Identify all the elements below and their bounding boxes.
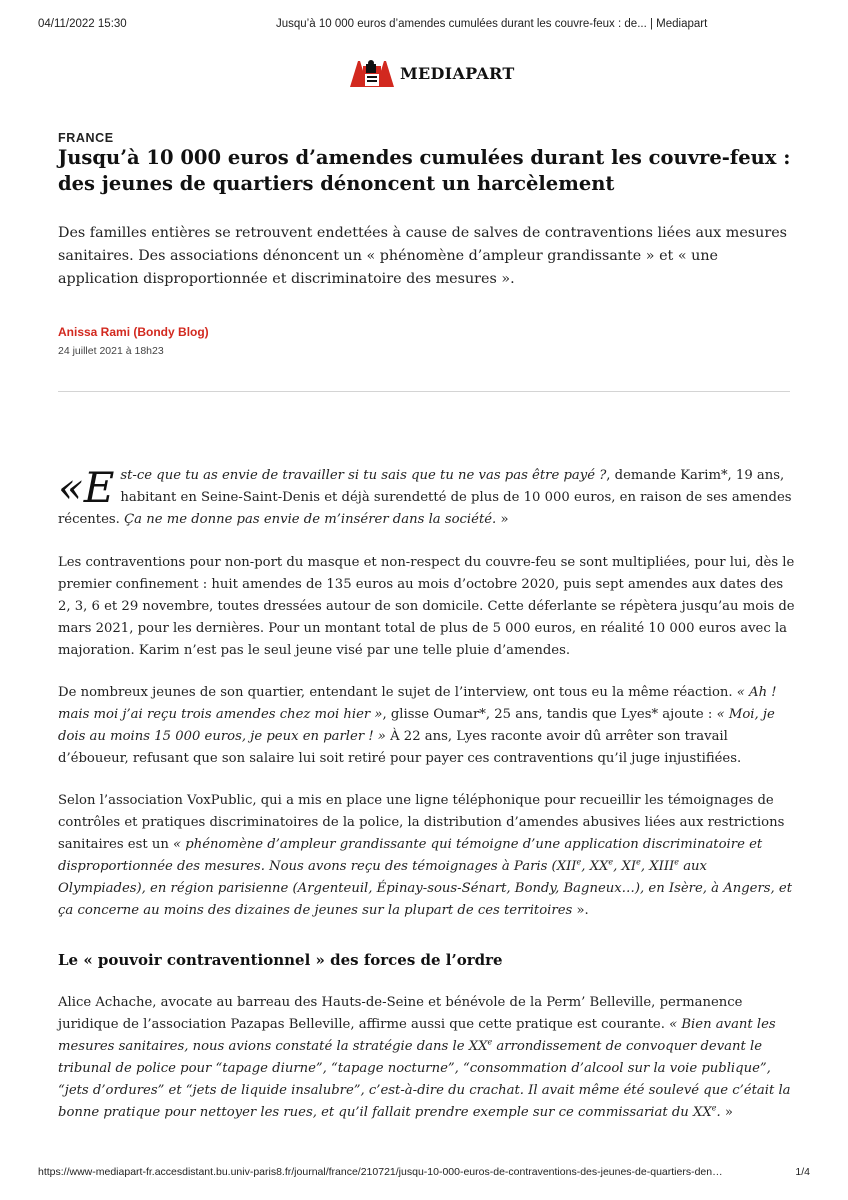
paragraph-5: Alice Achache, avocate au barreau des Hauts-de-Seine et bénévole de la Perm’ Belleville, permanence juridique de l’association Pazapas Belleville, affirme aussi que cette pratique est courante. « Bien avant les mesures sanitaires, nous avions constaté la stratégie dans le XXe arrondissement de convoquer devant le tribunal de police pour “tapage diurne”, “tapage nocturne”, “consommation d’alcool sur la voie publique”, “jets d’ordures” et “jets de liquide insalubre”, c’est-à-dire du crachat. Il avait même été soulevé que c’était la bonne pratique pour nettoyer les rues, et qu’il fallait prendre exemple sur ce commissariat du XXe. » [58,995,791,1120]
paragraph-1: «Est-ce que tu as envie de travailler si tu sais que tu ne vas pas être payé ?, demande Karim*, 19 ans, habitant en Seine-Saint-Denis et déjà surendetté de plus de 10 000 euros, en raison de ses amendes récentes. Ça ne me donne pas envie de m’insérer dans la société. » [58,463,792,527]
page-url: https://www-mediapart-fr.accesdistant.bu.univ-paris8.fr/journal/france/210721/jusqu-10-000-euros-de-contraventions-des-jeunes-de-quartiers-den… [38,1166,723,1178]
article-title: Jusqu’à 10 000 euros d’amendes cumulées durant les couvre-feux : des jeunes de quartiers dénoncent un harcèlement [58,146,791,195]
divider [58,391,790,392]
quote: st-ce que tu as envie de travailler si tu sais que tu ne vas pas être payé ? [120,468,607,483]
paragraph-4: Selon l’association VoxPublic, qui a mis en place une ligne téléphonique pour recueillir les témoignages de contrôles et pratiques discriminatoires de la police, la distribution d’amendes abusives liées aux restrictions sanitaires est un « phénomène d’ampleur grandissante qui témoigne d’une application discriminatoire et disproportionnée des mesures. Nous avons reçu des témoignages à Paris (XIIe, XXe, XIe, XIIIe aux Olympiades), en région parisienne (Argenteuil, Épinay-sous-Sénart, Bondy, Bagneux…), en Isère, à Angers, et ça concerne au moins des dizaines de jeunes sur la plupart de ces territoires ». [58,793,793,918]
quote: « phénomène d’ampleur grandissante qui témoigne d’une application discriminatoire et disproportionnée des mesures. Nous avons reçu des témoignages à Paris (XIIe, XXe, XIe, XIIIe aux Olympiades), en région parisienne (Argenteuil, Épinay-sous-Sénart, Bondy, Bagneux…), en Isère, à Angers, et ça concerne au moins des dizaines de jeunes sur la plupart de ces territoires [58,837,793,918]
print-date: 04/11/2022 15:30 [38,18,127,30]
quote: Ça ne me donne pas envie de m’insérer dans la société. [124,512,497,527]
article-body [58,465,798,1144]
mediapart-logo-icon [348,58,396,88]
section-label[interactable]: FRANCE [58,131,114,145]
page-number: 1/4 [795,1166,810,1178]
print-page-title: Jusqu’à 10 000 euros d’amendes cumulées durant les couvre-feux : de... | Mediapart [276,18,708,30]
paragraph-2: Les contraventions pour non-port du masque et non-respect du couvre-feu se sont multipliées, pour lui, dès le premier confinement : huit amendes de 135 euros au mois d’octobre 2020, puis sept amendes aux dates des 2, 3, 6 et 29 novembre, toutes dressées autour de son domicile. Cette déferlante se répètera jusqu’au mois de mars 2021, pour les dernières. Pour un montant total de plus de 5 000 euros, en réalité 10 000 euros avec la majoration. Karim n’est pas le seul jeune visé par une telle pluie d’amendes. [58,555,795,658]
subheading: Le « pouvoir contraventionnel » des forces de l’ordre [58,951,503,969]
quote: « Ah ! mais moi j’ai reçu trois amendes chez moi hier » [58,685,777,722]
quote: « Bien avant les mesures sanitaires, nous avions constaté la stratégie dans le XXe arrondissement de convoquer devant le tribunal de police pour “tapage diurne”, “tapage nocturne”, “consommation d’alcool sur la voie publique”, “jets d’ordures” et “jets de liquide insalubre”, c’est-à-dire du crachat. Il avait même été soulevé que c’était la bonne pratique pour nettoyer les rues, et qu’il fallait prendre exemple sur ce commissariat du XXe. [58,1017,791,1120]
logo-wordmark: MEDIAPART [400,64,515,83]
article-lede: Des familles entières se retrouvent endettées à cause de salves de contraventions liées aux mesures sanitaires. Des associations dénoncent un « phénomène d’ampleur grandissante » et « une application disproportionnée et discriminatoire des mesures ». [58,225,787,287]
paragraph-3: De nombreux jeunes de son quartier, entendant le sujet de l’interview, ont tous eu la même réaction. « Ah ! mais moi j’ai reçu trois amendes chez moi hier », glisse Oumar*, 25 ans, tandis que Lyes* ajoute : « Moi, je dois au moins 15 000 euros, je peux en parler ! » À 22 ans, Lyes raconte avoir dû arrêter son travail d’éboueur, refusant que son salaire lui soit retiré pour payer ces contraventions qu’il juge injustifiées. [58,685,777,766]
author-link[interactable]: Anissa Rami (Bondy Blog) [58,325,209,339]
drop-cap: «E [58,463,115,512]
publication-date: 24 juillet 2021 à 18h23 [58,345,164,357]
quote: « Moi, je dois au moins 15 000 euros, je peux en parler ! » [58,707,775,744]
